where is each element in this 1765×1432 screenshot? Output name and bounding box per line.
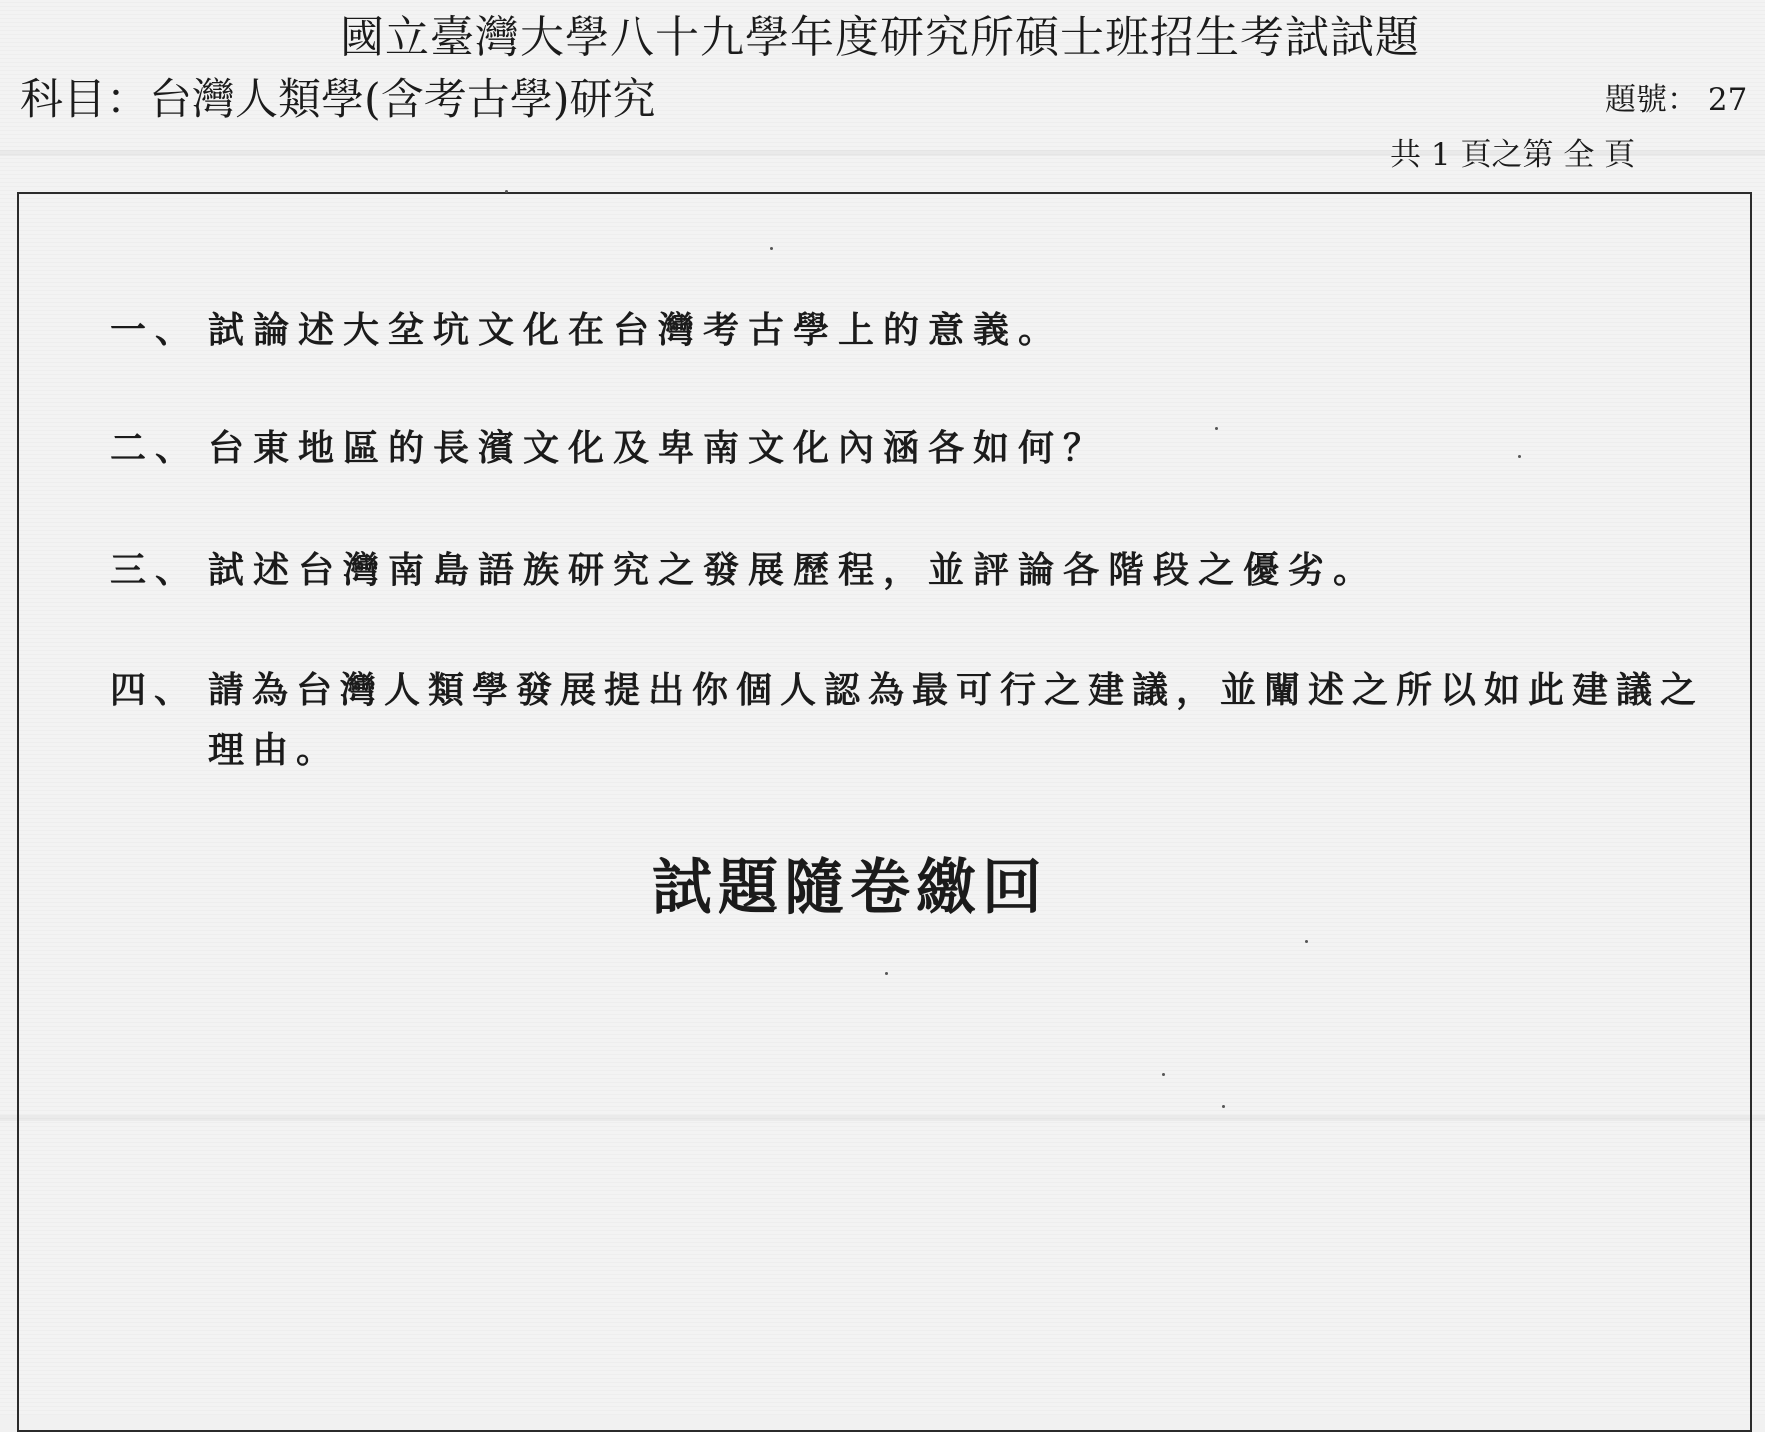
pages-current: 全 (1563, 137, 1595, 173)
question-text-3: 試述台灣南島語族研究之發展歷程，並評論各階段之優劣。 (208, 549, 1379, 591)
scan-speck (505, 190, 508, 193)
question-number-1: 一、 (110, 309, 201, 351)
return-notice: 試題隨卷繳回 (652, 853, 1048, 923)
page-count (1390, 133, 1635, 177)
question-number-2: 二、 (110, 427, 201, 469)
question-text-4: 請為台灣人類學發展提出你個人認為最可行之建議，並闡述之所以如此建議之 (208, 669, 1705, 711)
question-text-4-continuation: 理由。 (208, 729, 341, 771)
pages-middle: 頁之第 (1460, 137, 1554, 173)
question-number (1605, 78, 1747, 122)
question-4 (110, 660, 1704, 780)
scan-speck (1305, 940, 1308, 943)
question-number-label: 題號： (1605, 82, 1698, 118)
question-text-2: 台東地區的長濱文化及卑南文化內涵各如何？ (208, 427, 1109, 469)
question-number-4: 四、 (110, 669, 199, 711)
question-number-3: 三、 (110, 549, 201, 591)
scan-speck (770, 247, 773, 250)
subject-line (20, 70, 656, 130)
question-1 (110, 300, 1063, 360)
scan-speck (1222, 1105, 1225, 1108)
question-text-1: 試論述大坌坑文化在台灣考古學上的意義。 (208, 309, 1064, 351)
scan-speck (1215, 427, 1218, 430)
subject-value: 台灣人類學(含考古學)研究 (149, 75, 656, 125)
subject-label: 科目： (20, 75, 149, 125)
pages-total: 1 (1430, 137, 1451, 173)
scan-speck (1162, 1073, 1165, 1076)
exam-title: 國立臺灣大學八十九學年度研究所碩士班招生考試試題 (340, 12, 1420, 63)
question-2 (110, 418, 1108, 478)
pages-suffix: 頁 (1604, 137, 1636, 173)
question-number-value: 27 (1707, 82, 1748, 118)
question-3 (110, 540, 1378, 600)
scan-speck (885, 972, 888, 975)
question-frame (17, 192, 1752, 1432)
scan-speck (1518, 455, 1521, 458)
pages-prefix: 共 (1390, 137, 1421, 173)
